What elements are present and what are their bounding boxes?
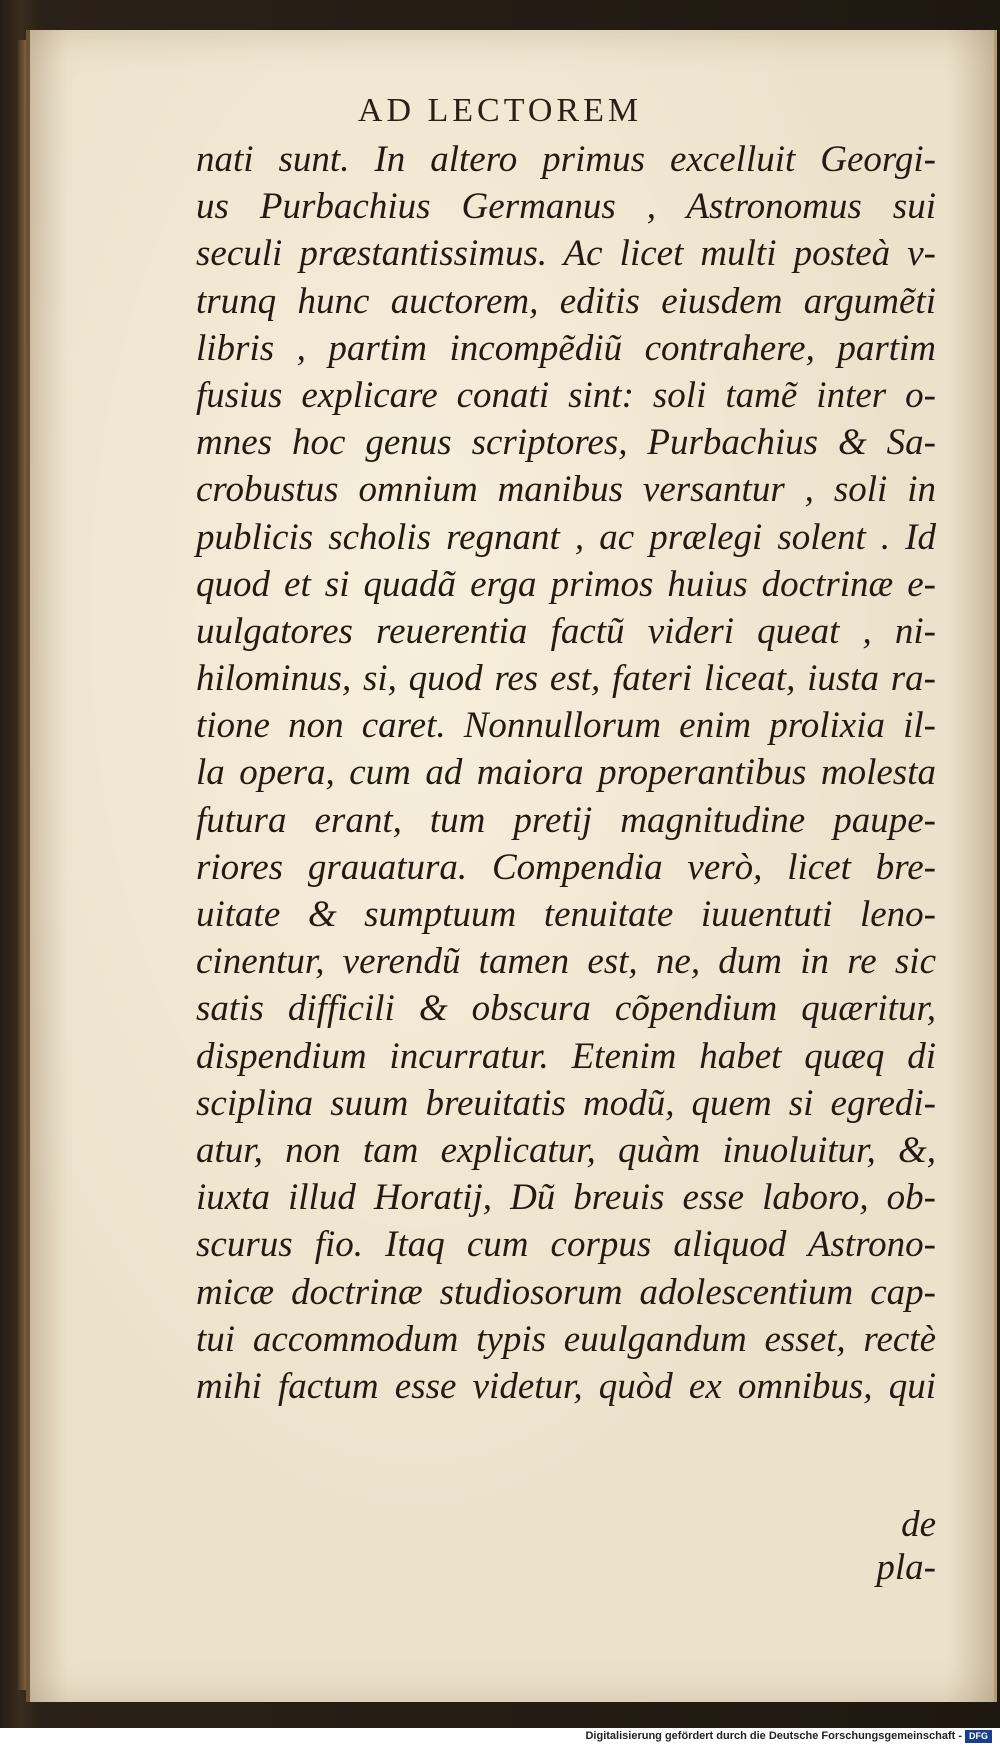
running-header: AD LECTOREM: [357, 92, 643, 129]
catchword: de pla-: [876, 1504, 936, 1588]
text-line: satis difficili & obscura cõpendium quæritur,: [196, 988, 936, 1030]
body-text: [196, 136, 936, 1410]
text-line: quod et si quadã erga primos huius doctrinæ e-: [196, 563, 936, 605]
text-line: mihi factum esse videtur, quòd ex omnibus, qui: [196, 1365, 936, 1407]
text-line: seculi præstantissimus. Ac licet multi posteà v-: [196, 233, 936, 275]
text-line: crobustus omnium manibus versantur , soli in: [196, 469, 936, 511]
text-line: dispendium incurratur. Etenim habet quæq di: [196, 1035, 936, 1077]
text-line: tione non caret. Nonnullorum enim prolixia il-: [196, 705, 936, 747]
text-line: fusius explicare conati sint: soli tamẽ inter o-: [196, 374, 936, 416]
funding-notice: Digitalisierung gefördert durch die Deutsche Forschungsgemeinschaft -: [585, 1730, 962, 1742]
text-line: atur, non tam explicatur, quàm inuoluitur, &,: [196, 1129, 936, 1171]
text-line: us Purbachius Germanus , Astronomus sui: [196, 186, 936, 228]
text-line: uitate & sumptuum tenuitate iuuentuti leno-: [196, 894, 936, 935]
text-line: publicis scholis regnant , ac prælegi solent . Id: [196, 516, 936, 558]
text-line: iuxta illud Horatij, Dũ breuis esse laboro, ob-: [196, 1177, 936, 1219]
text-line: mnes hoc genus scriptores, Purbachius & Sa-: [196, 422, 936, 464]
text-line: micæ doctrinæ studiosorum adolescentium cap-: [196, 1271, 936, 1313]
text-line: trunq hunc auctorem, editis eiusdem argumẽti: [196, 280, 936, 322]
text-line: nati sunt. In altero primus excelluit Georgi-: [196, 139, 936, 180]
text-line: riores grauatura. Compendia verò, licet bre-: [196, 846, 936, 888]
text-line: tui accommodum typis euulgandum esset, rectè: [196, 1318, 936, 1360]
text-line: cinentur, verendũ tamen est, ne, dum in re sic: [196, 941, 936, 983]
text-line: futura erant, tum pretij magnitudine paupe-: [196, 799, 936, 841]
text-line: la opera, cum ad maiora properantibus molesta: [196, 752, 936, 794]
text-line: sciplina suum breuitatis modũ, quem si egredi-: [196, 1082, 936, 1124]
text-line: libris , partim incompẽdiũ contrahere, partim: [196, 327, 936, 369]
dfg-logo: DFG: [965, 1730, 992, 1743]
text-line: hilominus, si, quod res est, fateri liceat, iusta ra-: [196, 658, 936, 700]
text-line: scurus fio. Itaq cum corpus aliquod Astrono-: [196, 1224, 936, 1266]
text-line: uulgatores reuerentia factũ videri queat , ni-: [196, 610, 936, 652]
